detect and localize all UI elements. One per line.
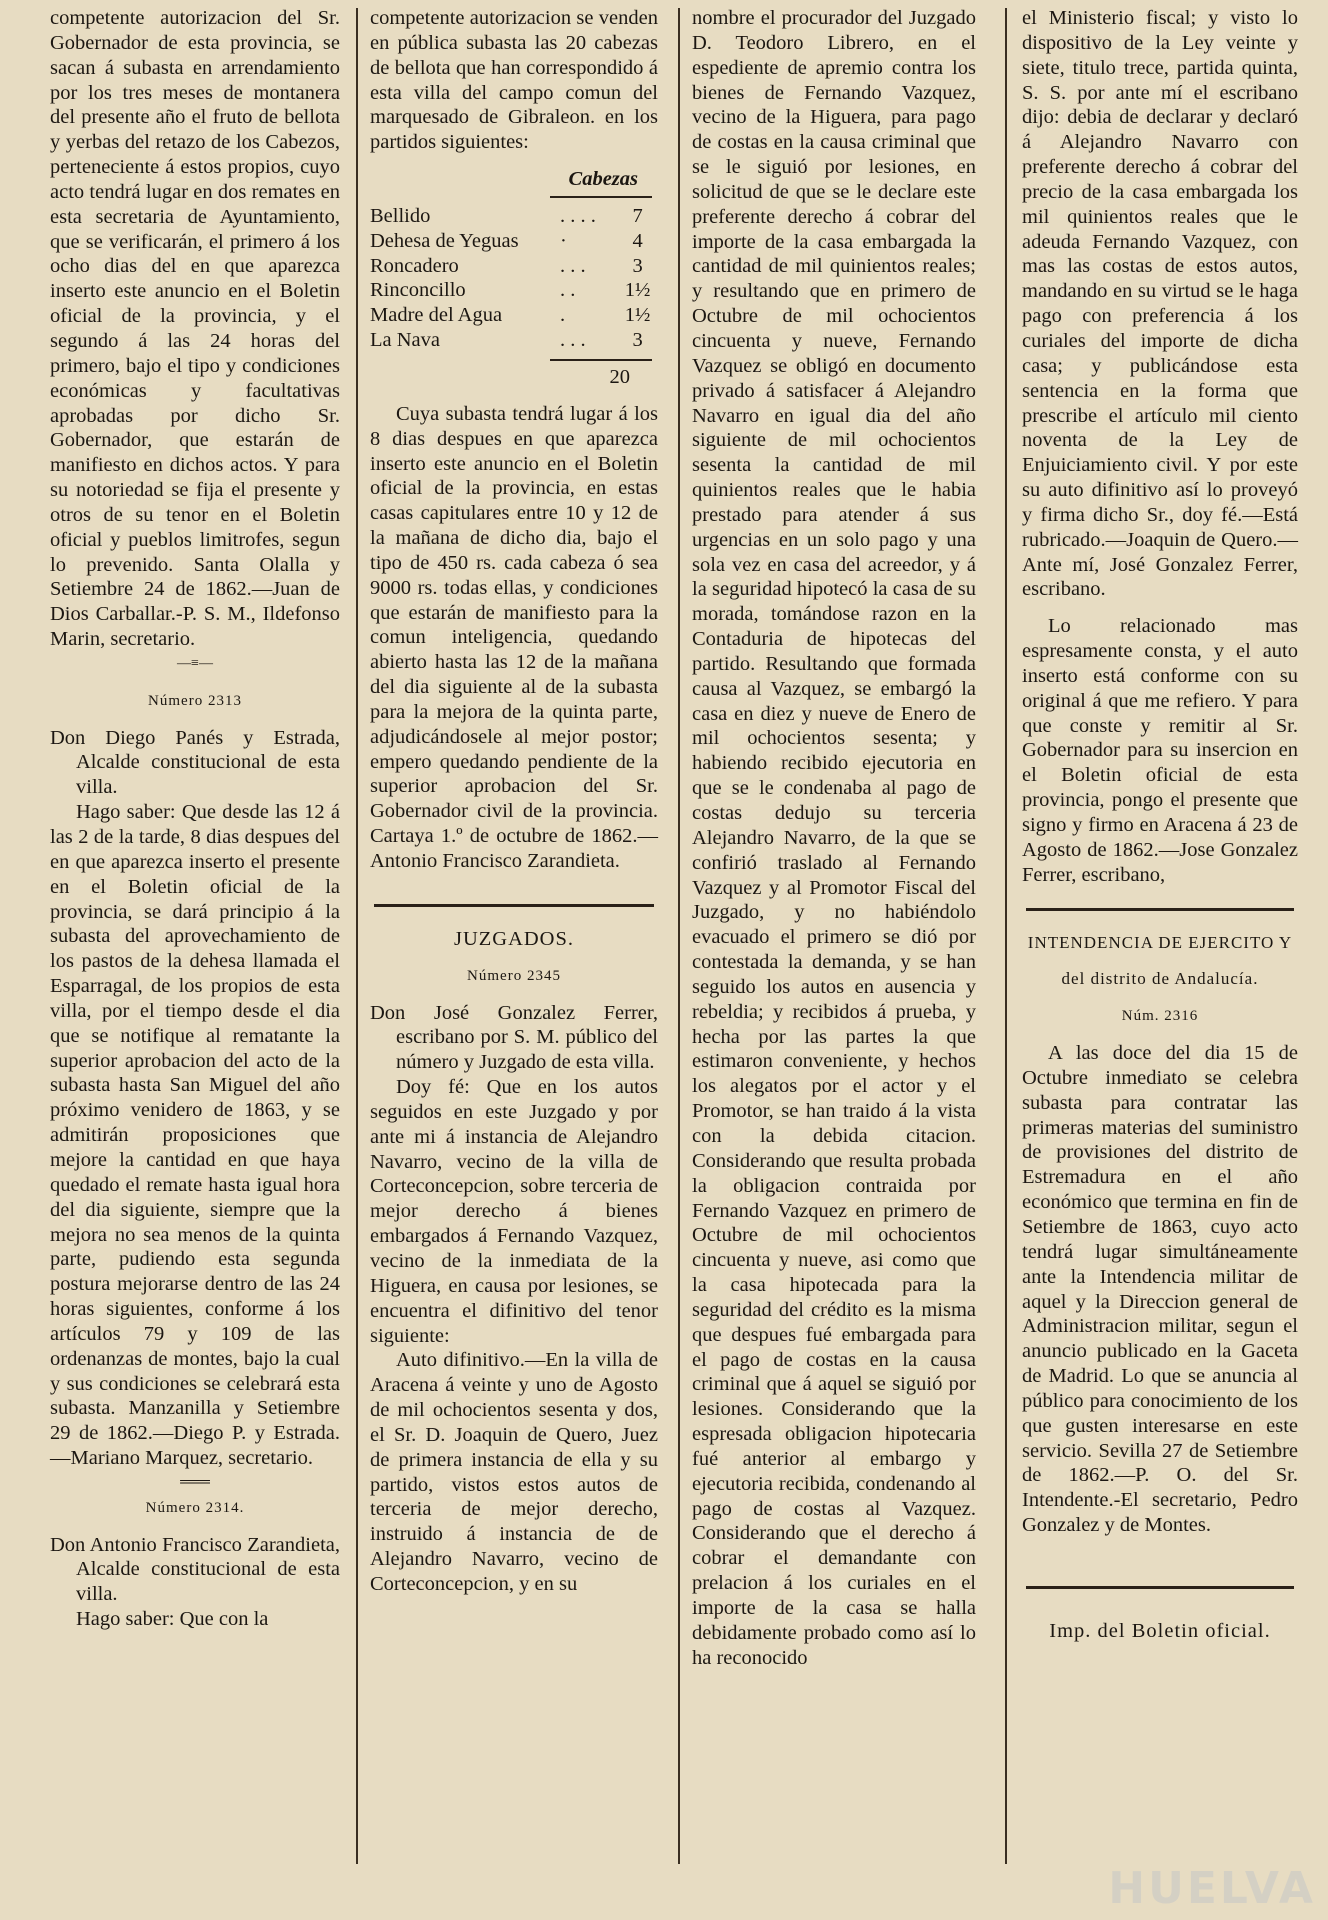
column-rule: [356, 8, 358, 1864]
section-rule: [1026, 908, 1294, 911]
cabezas-heading: Cabezas: [568, 168, 638, 191]
certification: Lo relacionado mas espresamente consta, y el auto inserto está conforme con su original á que me refiero. Y para que conste y remitir al Sr. Gobernador para su insercion en el Boletin oficial de esta provincia, pongo el presente que signo y firmo en Aracena á 23 de Agosto de 1862.—Jose Gonzalez Ferrer, escribano,: [1022, 615, 1298, 886]
column-rule: [1005, 8, 1007, 1864]
column-rule: [678, 8, 680, 1864]
table-row: Bellido . . . . 7: [370, 204, 643, 227]
notice-body: Cuya subasta tendrá lugar á los 8 dias despues en que aparezca inserto este anuncio en el Boletin oficial de la provincia, en estas casas capitulares entre 10 y 12 de la mañana de dicho dia, bajo el tipo de 450 rs. cada cabeza ó sea 9000 rs. todas ellas, y condiciones que estarán de manifiesto para la comun inteligencia, quedando abierto hasta las 12 de la mañana del dia siguiente al de la subasta para la mejora de la quinta parte, adjudicándosele al mejor postor; empero quedando pendiente de la superior aprobacion del Sr. Gobernador civil de la provincia. Cartaya 1.º de octubre de 1862.—Antonio Francisco Zarandieta.: [370, 402, 658, 872]
column-4: [1022, 6, 1298, 1644]
section-heading: INTENDENCIA DE EJERCITO Y: [1027, 932, 1293, 952]
cabezas-total: 20: [609, 365, 630, 388]
ornament-divider: ═══: [180, 1474, 210, 1490]
notice-body: Hago saber: Que desde las 12 á las 2 de la tarde, 8 dias despues del en que aparezca inserto el presente en el Boletin oficial de la provincia, se dará principio á la subasta del aprovechamiento de los pastos de la dehesa llamada el Esparragal, de los propios de esta villa, por el tiempo desde el dia que se notifique al rematante la superior aprobacion del acto de la subasta hasta San Miguel del año próximo venidero de 1863, y se admitirán proposiciones que mejore la cantidad en que haya quedado el remate hasta igual hora del dia siguiente, siempre que la mejora no sea menos de la quinta parte, pudiendo esta segunda postura mejorarse dentro de las 24 horas siguientes, conforme á los artículos 79 y 109 de las ordenanzas de montes, bajo la cual y sus condiciones se celebrará esta subasta. Manzanilla y Setiembre 29 de 1862.—Diego P. y Estrada.—Mariano Marquez, secretario.: [50, 801, 340, 1470]
cabezas-table: [370, 204, 658, 353]
table-row: Roncadero . . . 3: [370, 254, 643, 277]
auto-definitivo: Auto difinitivo.—En la villa de Aracena á veinte y uno de Agosto de mil ochocientos sesenta y dos, el Sr. D. Joaquin de Quero, Juez de primera instancia de ella y su partido, vistos estos autos de terceria de mejor derecho, instruido á instancia de de Alejandro Navarro, vecino de Corteconcepcion, y en su: [370, 1349, 658, 1595]
column-1: [50, 6, 340, 1632]
notice-number: Número 2314.: [145, 1499, 245, 1516]
table-row: Dehesa de Yeguas · 4: [370, 229, 643, 252]
ornament-divider: —≡—: [177, 655, 213, 671]
notice-heading: Don Antonio Francisco Zarandieta, Alcalde constitucional de esta villa.: [50, 1533, 340, 1606]
section-rule: [1026, 1586, 1294, 1589]
notice-number: Número 2313: [148, 692, 242, 709]
table-row: Rinconcillo . . 1½: [370, 279, 651, 302]
notice-number: Número 2345: [467, 967, 561, 984]
notice-body: A las doce del dia 15 de Octubre inmediato se celebra subasta para contratar las primeras materias del suministro de provisiones del distrito de Estremadura en el año económico que termina en fin de Setiembre de 1863, cuyo acto tendrá lugar simultáneamente ante la Intendencia militar de aquel y la Direccion general de Administracion militar, segun el anuncio publicado en la Gaceta de Madrid. Lo que se anuncia al público para conocimiento de los que gusten interesarse en este servicio. Sevilla 27 de Setiembre de 1862.—P. O. del Sr. Intendente.-El secretario, Pedro Gonzalez y de Montes.: [1022, 1042, 1298, 1537]
column-2: [370, 6, 658, 1597]
imprint: Imp. del Boletin oficial.: [1049, 1619, 1271, 1642]
section-subheading: del distrito de Andalucía.: [1061, 969, 1259, 989]
notice-santa-olalla: competente autorizacion del Sr. Gobernador de esta provincia, se sacan á subasta en arrendamiento por los tres meses de montanera del presente año el fruto de bellota y yerbas del retazo de los Cabezos, perteneciente á estos propios, cuyo acto tendrá lugar en dos remates en esta secretaria de Ayuntamiento, que se verificarán, el primero á los ocho dias del en que aparezca inserto este anuncio en el Boletin oficial de la provincia, y el segundo á las 24 horas del primero, bajo el tipo y condiciones económicas y facultativas aprobadas por dicho Sr. Gobernador, que estarán de manifiesto en dichos actos. Y para su notoriedad se fija el presente y otros de su tenor en el Boletin oficial y pueblos limitrofes, segun lo prevenido. Santa Olalla y Setiembre 24 de 1862.—Juan de Dios Carballar.-P. S. M., Ildefonso Marin, secretario.: [50, 7, 340, 651]
section-heading: JUZGADOS.: [453, 927, 575, 950]
auto-continuation: nombre el procurador del Juzgado D. Teodoro Librero, en el espediente de apremio contra los bienes de Fernando Vazquez, vecino de la Higuera, para pago de costas en la causa criminal que se le siguió por lesiones, en solicitud de que se le declare este preferente derecho á cobrar del importe de la casa embargada la cantidad de mil quinientos reales; y resultando que en primero de Octubre de mil ochocientos cincuenta y nueve, Fernando Vazquez se obligó en documento privado á satisfacer á Alejandro Navarro en igual dia del año siguiente de mil ochocientos sesenta la cantidad de mil quinientos reales que le habia prestado para atender á sus urgencias en un solo pago y una sola vez en casa del acreedor, y á la seguridad hipotecó la casa de su morada, tomándose razon en la Contaduria de hipotecas del partido. Resultando que formada causa al Vazquez, se embargó la casa en diez y nueve de Enero de mil ochocientos sesenta; y habiendo recibido ejecutoria en que se le condenaba al pago de costas dedujo su terceria Alejandro Navarro, de la que se confirió traslado al Fernando Vazquez y al Promotor Fiscal del Juzgado, y no habiéndolo evacuado el primero se dió por contestada la demanda, y se han seguido los autos en ausencia y rebeldia; y recibidos á prueba, y hecha por las partes la que estimaron conveniente, y hechos los alegatos por el actor y el Promotor, se han traido á la vista con la debida citacion. Considerando que resulta probada la obligacion contraida por Fernando Vazquez en primero de Octubre de mil ochocientos cincuenta y nueve, asi como que la casa hipotecada para la seguridad del crédito es la misma que despues fué embargada para el pago de costas en la causa criminal que á aquel se siguió por lesiones. Considerando que la espresada obligacion hipotecaria fué anterior al embargo y ejecutoria recibida, condenando al pago de costas al Vazquez. Considerando que el derecho á cobrar el demandante con prelacion á los curiales en el importe de la casa se halla debidamente probado como así lo ha reconocido: [692, 7, 976, 1669]
notice-heading: Don Diego Panés y Estrada, Alcalde constitucional de esta villa.: [50, 726, 340, 799]
watermark-stamp: HUELVA: [1108, 1863, 1316, 1914]
notice-body: Doy fé: Que en los autos seguidos en este Juzgado y por ante mi á instancia de Alejandro Navarro, vecino de la villa de Corteconcepcion, sobre terceria de mejor derecho á bienes embargados á Fernando Vazquez, vecino de la inmediata de la Higuera, en causa por lesiones, se encuentra el difinitivo del tenor siguiente:: [370, 1076, 658, 1347]
notice-number: Núm. 2316: [1121, 1008, 1199, 1025]
table-row: La Nava . . . 3: [370, 329, 643, 352]
column-3: [692, 6, 976, 1671]
section-rule: [374, 904, 654, 907]
notice-heading: Don José Gonzalez Ferrer, escribano por S. M. público del número y Juzgado de esta villa.: [370, 1001, 658, 1074]
auto-conclusion: el Ministerio fiscal; y visto lo dispositivo de la Ley veinte y siete, titulo trece, partida quinta, S. S. por ante mí el escribano dijo: debia de declarar y declaró á Alejandro Navarro con preferente derecho á cobrar del precio de la casa embargada los mil quinientos reales que le adeuda Fernando Vazquez, con mas las costas de estos autos, mandando en su virtud se le haga pago con preferencia á los curiales del importe de dicha casa; y publicándose esta sentencia en la forma que prescribe el artículo mil ciento noventa de la Ley de Enjuiciamiento civil. Y por este su auto difinitivo así lo proveyó y firma dicho Sr., doy fé.—Está rubricado.—Joaquin de Quero.—Ante mí, José Gonzalez Ferrer, escribano.: [1022, 7, 1298, 601]
notice-cartaya: competente autorizacion se venden en pública subasta las 20 cabezas de bellota que han correspondido á esta villa del campo comun del marquesado de Gibraleon. en los partidos siguientes:: [370, 7, 658, 154]
notice-body: Hago saber: Que con la: [76, 1608, 269, 1631]
table-row: Madre del Agua . 1½: [370, 304, 651, 327]
